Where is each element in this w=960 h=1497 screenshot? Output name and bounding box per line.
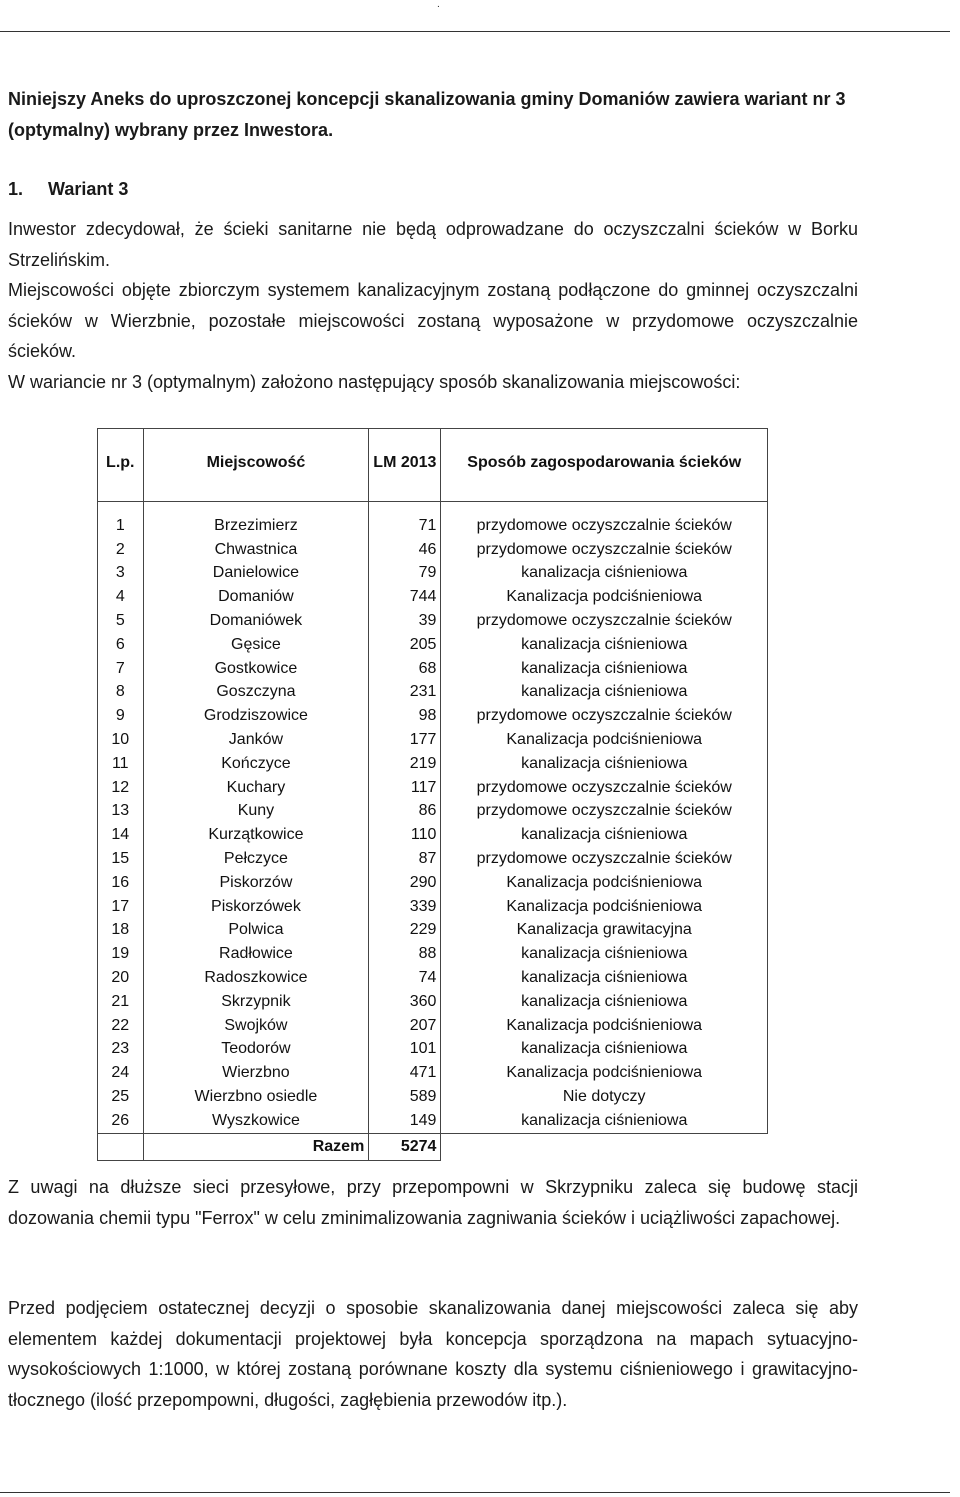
table-row — [98, 895, 768, 919]
total-empty-method — [441, 1133, 768, 1160]
cell-method: przydomowe oczyszczalnie ścieków — [441, 800, 768, 824]
table-row — [98, 847, 768, 871]
cell-method: przydomowe oczyszczalnie ścieków — [441, 704, 768, 728]
villages-table — [97, 428, 768, 1161]
cell-place: Skrzypnik — [143, 990, 369, 1014]
cell-lm: 231 — [369, 681, 441, 705]
paragraph-investor-decision: Inwestor zdecydował, że ścieki sanitarne nie będą odprowadzane do oczyszczalni ścieków w Borku Strzelińskim. — [8, 219, 858, 270]
table-row — [98, 609, 768, 633]
cell-lm: 290 — [369, 871, 441, 895]
cell-lm: 117 — [369, 776, 441, 800]
cell-method: kanalizacja ciśnieniowa — [441, 1038, 768, 1062]
total-empty-cell — [98, 1133, 144, 1160]
paragraph-recommendation: Przed podjęciem ostatecznej decyzji o sposobie skanalizowania danej miejscowości zaleca się aby elementem każdej dokumentacji projektowej była koncepcja sporządzona na mapach sytuacyjno-wysokościowych 1:1000, w której zostaną porównane koszty dla systemu ciśnieniowego i grawitacyjno-tłocznego (ilość przepompowni, długości, zagłębienia przewodów itp.). — [8, 1298, 858, 1410]
table-row — [98, 823, 768, 847]
cell-place: Brzezimierz — [143, 502, 369, 538]
cell-lp: 7 — [98, 657, 144, 681]
cell-lm: 39 — [369, 609, 441, 633]
cell-place: Wyszkowice — [143, 1109, 369, 1133]
table-row — [98, 1038, 768, 1062]
cell-lp: 10 — [98, 728, 144, 752]
cell-method: kanalizacja ciśnieniowa — [441, 990, 768, 1014]
cell-lm: 68 — [369, 657, 441, 681]
header-lm: LM 2013 — [369, 429, 441, 502]
cell-place: Goszczyna — [143, 681, 369, 705]
total-label: Razem — [143, 1133, 369, 1160]
cell-lp: 11 — [98, 752, 144, 776]
table-row — [98, 728, 768, 752]
table-row — [98, 633, 768, 657]
cell-lm: 74 — [369, 966, 441, 990]
cell-lm: 219 — [369, 752, 441, 776]
cell-lm: 360 — [369, 990, 441, 1014]
total-value: 5274 — [369, 1133, 441, 1160]
cell-place: Chwastnica — [143, 538, 369, 562]
table-row — [98, 966, 768, 990]
cell-place: Polwica — [143, 919, 369, 943]
cell-lp: 24 — [98, 1061, 144, 1085]
cell-lp: 22 — [98, 1014, 144, 1038]
cell-method: kanalizacja ciśnieniowa — [441, 752, 768, 776]
cell-lm: 471 — [369, 1061, 441, 1085]
cell-lm: 46 — [369, 538, 441, 562]
section-number: 1. — [8, 179, 24, 199]
cell-lp: 1 — [98, 502, 144, 538]
cell-lm: 79 — [369, 562, 441, 586]
cell-lm: 177 — [369, 728, 441, 752]
cell-lp: 8 — [98, 681, 144, 705]
cell-method: kanalizacja ciśnieniowa — [441, 1109, 768, 1133]
cell-lm: 87 — [369, 847, 441, 871]
table-row — [98, 562, 768, 586]
cell-method: Kanalizacja podciśnieniowa — [441, 1061, 768, 1085]
table-row — [98, 1061, 768, 1085]
cell-method: przydomowe oczyszczalnie ścieków — [441, 609, 768, 633]
cell-lp: 3 — [98, 562, 144, 586]
table-row — [98, 1014, 768, 1038]
header-rule — [0, 31, 950, 32]
paragraph-connected-villages: Miejscowości objęte zbiorczym systemem kanalizacyjnym zostaną podłączone do gminnej oczyszczalni ścieków w Wierzbnie, pozostałe miejscowości zostaną wyposażone w przydomowe oczyszczalnie ścieków. — [8, 280, 858, 361]
cell-method: Kanalizacja podciśnieniowa — [441, 1014, 768, 1038]
table-row — [98, 752, 768, 776]
cell-place: Grodziszowice — [143, 704, 369, 728]
cell-method: kanalizacja ciśnieniowa — [441, 562, 768, 586]
cell-lm: 71 — [369, 502, 441, 538]
cell-lp: 2 — [98, 538, 144, 562]
table-row — [98, 585, 768, 609]
cell-place: Wierzbno osiedle — [143, 1085, 369, 1109]
footer-rule — [0, 1492, 950, 1493]
cell-method: kanalizacja ciśnieniowa — [441, 966, 768, 990]
cell-lp: 23 — [98, 1038, 144, 1062]
table-row — [98, 871, 768, 895]
cell-method: kanalizacja ciśnieniowa — [441, 823, 768, 847]
section-heading — [8, 174, 858, 205]
cell-place: Teodorów — [143, 1038, 369, 1062]
header-lp: L.p. — [98, 429, 144, 502]
cell-lp: 17 — [98, 895, 144, 919]
cell-method: Nie dotyczy — [441, 1085, 768, 1109]
page-top-mark: . — [437, 0, 440, 10]
cell-lm: 149 — [369, 1109, 441, 1133]
paragraph-variant-intro: W wariancie nr 3 (optymalnym) założono następujący sposób skanalizowania miejscowości: — [8, 372, 741, 392]
cell-method: kanalizacja ciśnieniowa — [441, 942, 768, 966]
table-header-row — [98, 429, 768, 502]
cell-lp: 21 — [98, 990, 144, 1014]
table-row — [98, 942, 768, 966]
cell-place: Kuchary — [143, 776, 369, 800]
cell-place: Kończyce — [143, 752, 369, 776]
table-row — [98, 800, 768, 824]
cell-method: przydomowe oczyszczalnie ścieków — [441, 538, 768, 562]
cell-method: Kanalizacja grawitacyjna — [441, 919, 768, 943]
table-row — [98, 990, 768, 1014]
cell-lm: 207 — [369, 1014, 441, 1038]
cell-lp: 5 — [98, 609, 144, 633]
table-row — [98, 538, 768, 562]
cell-method: Kanalizacja podciśnieniowa — [441, 728, 768, 752]
cell-place: Kuny — [143, 800, 369, 824]
cell-lp: 13 — [98, 800, 144, 824]
cell-method: Kanalizacja podciśnieniowa — [441, 895, 768, 919]
cell-lm: 744 — [369, 585, 441, 609]
cell-method: przydomowe oczyszczalnie ścieków — [441, 502, 768, 538]
table-row — [98, 502, 768, 538]
cell-lm: 101 — [369, 1038, 441, 1062]
cell-place: Wierzbno — [143, 1061, 369, 1085]
cell-place: Domaniówek — [143, 609, 369, 633]
cell-method: Kanalizacja podciśnieniowa — [441, 871, 768, 895]
cell-lp: 25 — [98, 1085, 144, 1109]
cell-lm: 205 — [369, 633, 441, 657]
table-row — [98, 704, 768, 728]
section-title: Wariant 3 — [48, 179, 129, 199]
cell-place: Piskorzów — [143, 871, 369, 895]
cell-method: kanalizacja ciśnieniowa — [441, 657, 768, 681]
cell-place: Danielowice — [143, 562, 369, 586]
cell-lp: 14 — [98, 823, 144, 847]
cell-lp: 4 — [98, 585, 144, 609]
cell-lp: 26 — [98, 1109, 144, 1133]
total-row — [98, 1133, 768, 1160]
cell-lp: 9 — [98, 704, 144, 728]
cell-place: Swojków — [143, 1014, 369, 1038]
cell-method: przydomowe oczyszczalnie ścieków — [441, 776, 768, 800]
cell-method: kanalizacja ciśnieniowa — [441, 681, 768, 705]
cell-place: Janków — [143, 728, 369, 752]
cell-lp: 16 — [98, 871, 144, 895]
table-row — [98, 1109, 768, 1133]
cell-method: kanalizacja ciśnieniowa — [441, 633, 768, 657]
header-method: Sposób zagospodarowania ścieków — [441, 429, 768, 502]
cell-place: Pełczyce — [143, 847, 369, 871]
cell-place: Radłowice — [143, 942, 369, 966]
cell-place: Piskorzówek — [143, 895, 369, 919]
cell-lp: 6 — [98, 633, 144, 657]
cell-lp: 20 — [98, 966, 144, 990]
table-body — [98, 502, 768, 1134]
table-row — [98, 776, 768, 800]
table-row — [98, 919, 768, 943]
cell-method: Kanalizacja podciśnieniowa — [441, 585, 768, 609]
cell-place: Radoszkowice — [143, 966, 369, 990]
cell-lp: 19 — [98, 942, 144, 966]
cell-place: Domaniów — [143, 585, 369, 609]
paragraph-ferrox: Z uwagi na dłuższe sieci przesyłowe, przy przepompowni w Skrzypniku zaleca się budowę stacji dozowania chemii typu "Ferrox" w celu zminimalizowania zagniwania ścieków i uciążliwości zapachowej. — [8, 1177, 858, 1228]
table-row — [98, 681, 768, 705]
cell-lm: 589 — [369, 1085, 441, 1109]
header-place: Miejscowość — [143, 429, 369, 502]
cell-lm: 339 — [369, 895, 441, 919]
cell-lm: 86 — [369, 800, 441, 824]
intro-paragraph: Niniejszy Aneks do uproszczonej koncepcji skanalizowania gminy Domaniów zawiera wariant nr 3 (optymalny) wybrany przez Inwestora. — [8, 89, 846, 140]
cell-lm: 110 — [369, 823, 441, 847]
cell-lm: 98 — [369, 704, 441, 728]
table-row — [98, 657, 768, 681]
cell-lp: 12 — [98, 776, 144, 800]
cell-lm: 88 — [369, 942, 441, 966]
cell-lp: 18 — [98, 919, 144, 943]
cell-place: Gostkowice — [143, 657, 369, 681]
table-row — [98, 1085, 768, 1109]
cell-method: przydomowe oczyszczalnie ścieków — [441, 847, 768, 871]
cell-lm: 229 — [369, 919, 441, 943]
cell-place: Kurzątkowice — [143, 823, 369, 847]
cell-lp: 15 — [98, 847, 144, 871]
cell-place: Gęsice — [143, 633, 369, 657]
